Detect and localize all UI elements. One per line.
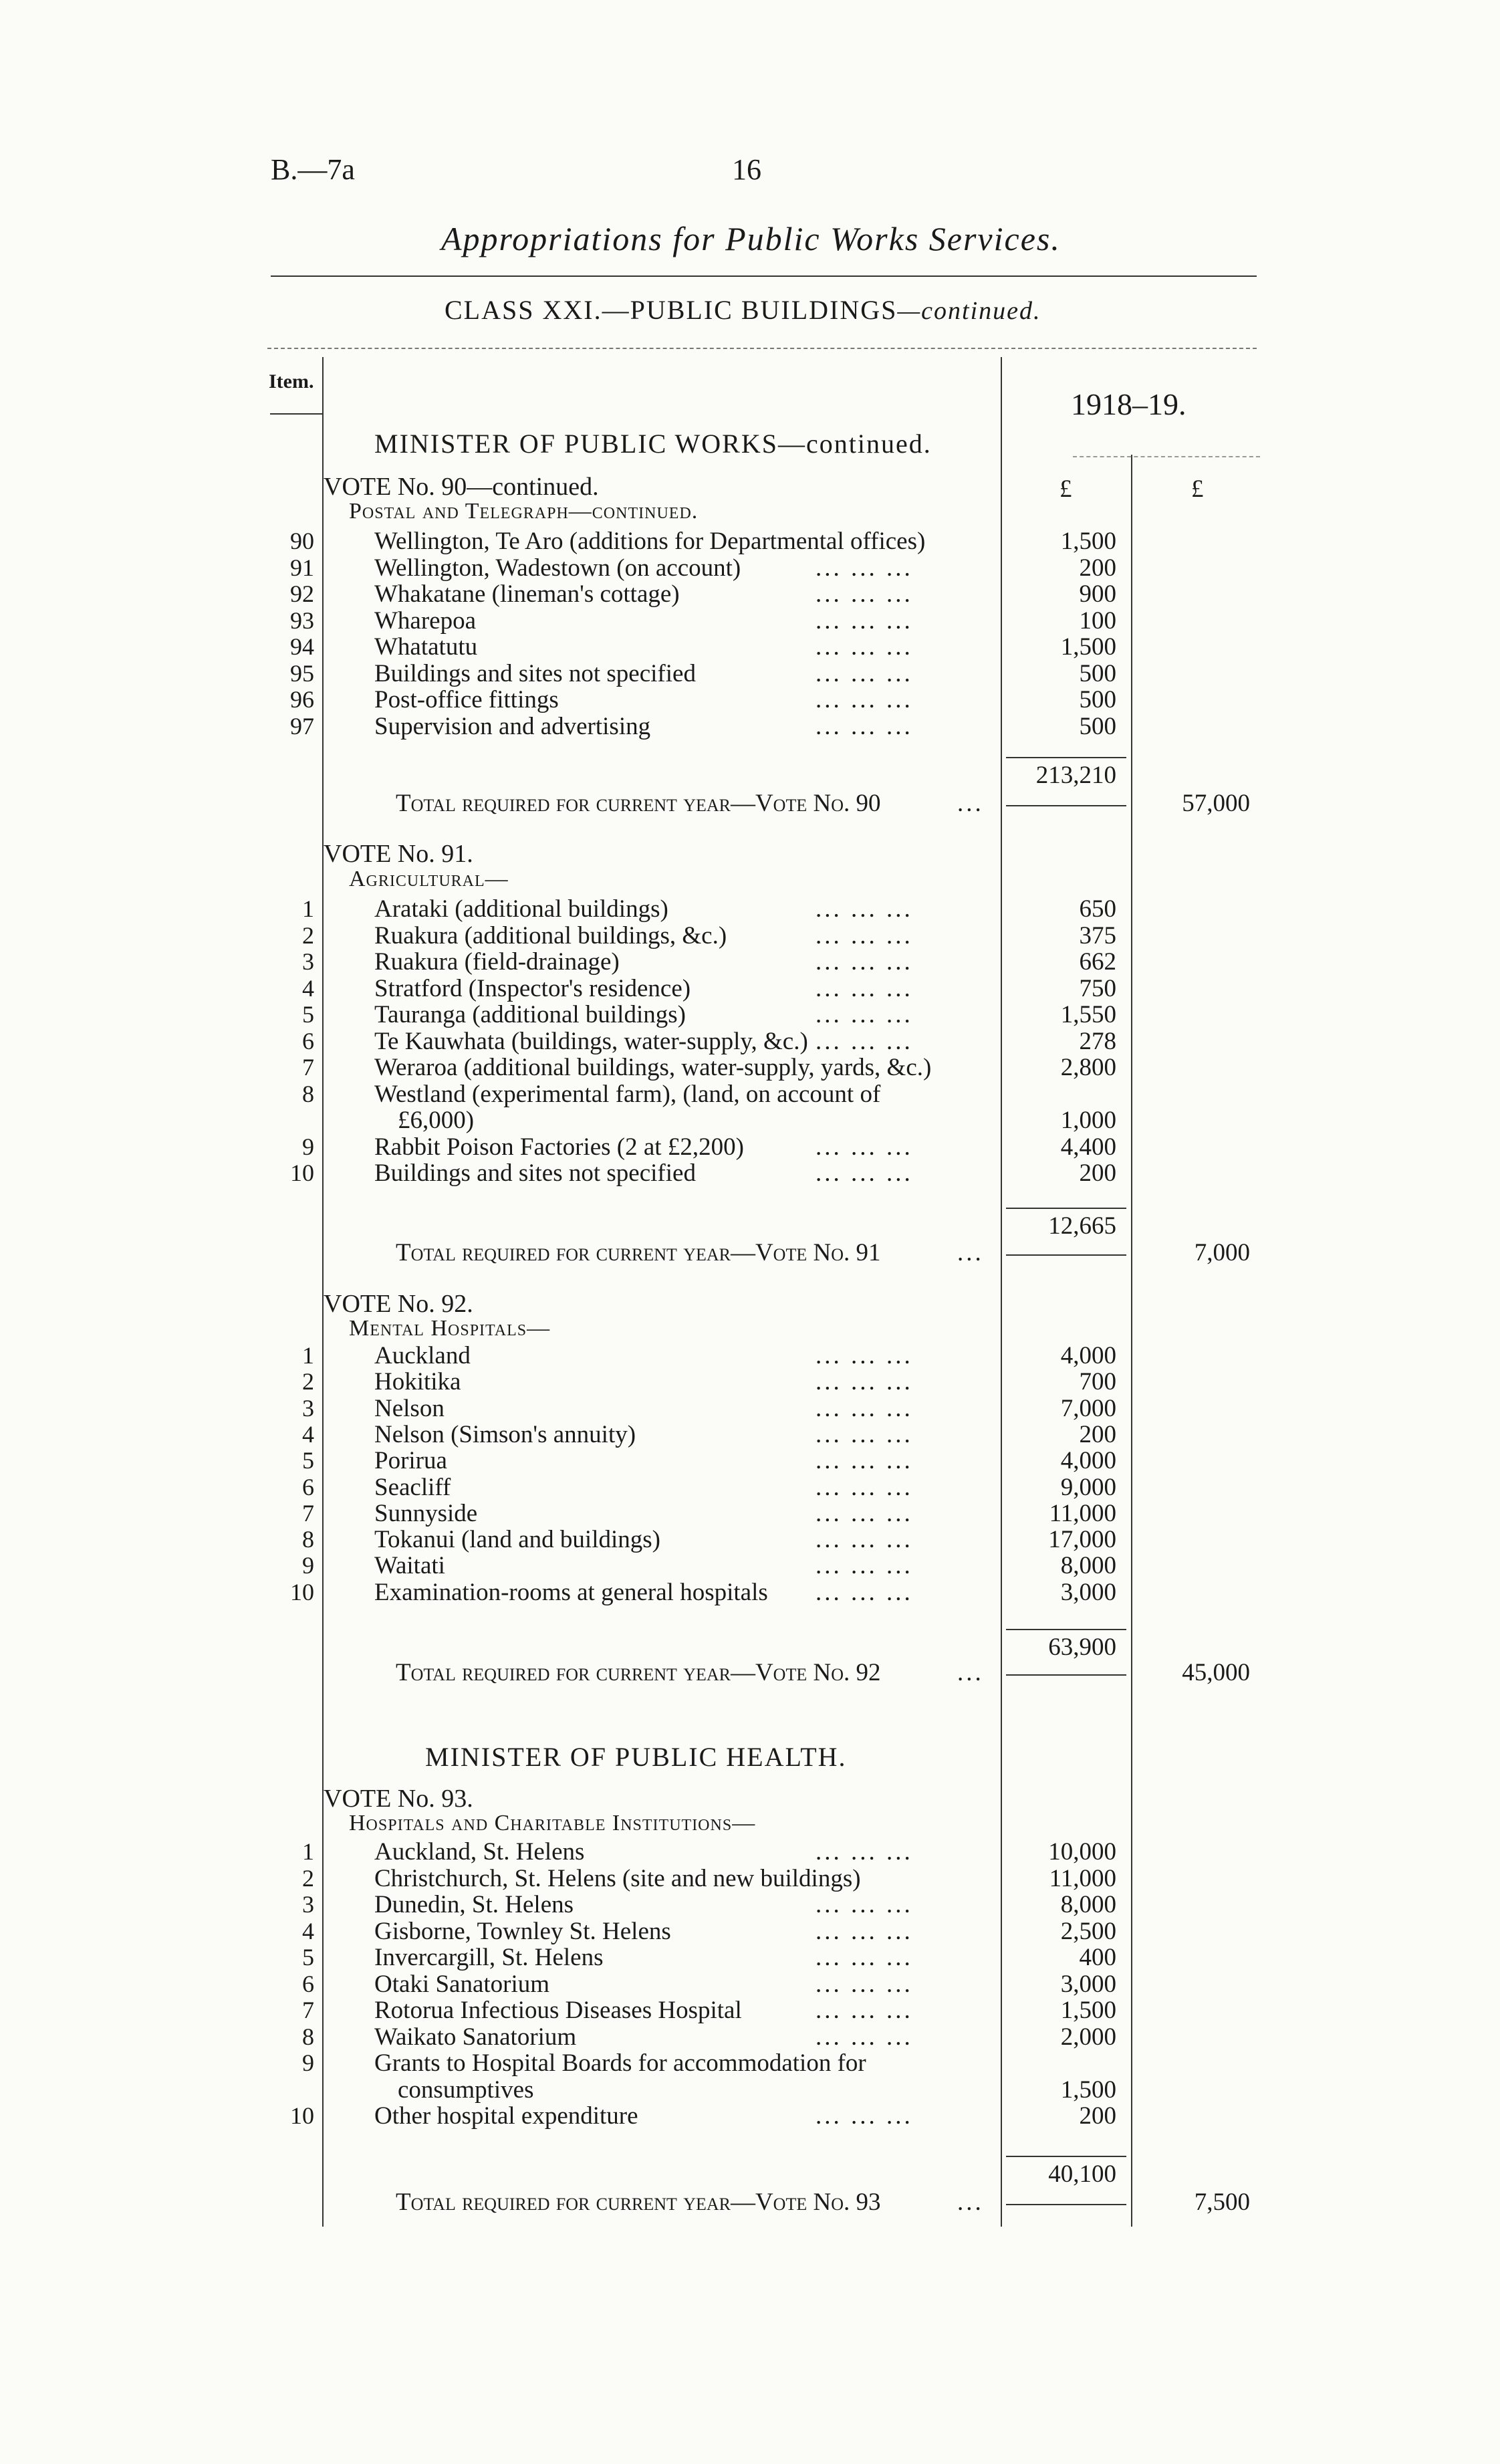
item-description: Porirua: [374, 1447, 447, 1475]
item-number: 7: [302, 1997, 314, 2023]
leader-dots: ... ... ...: [816, 1499, 913, 1527]
vote-subtotal: 12,665: [1048, 1212, 1116, 1240]
item-amount: 1,500: [1060, 1997, 1116, 2024]
page-number: 16: [732, 153, 761, 186]
item-number: 9: [302, 2049, 314, 2076]
item-number: 5: [302, 1001, 314, 1028]
item-amount: 4,000: [1060, 1342, 1116, 1369]
item-description: Hokitika: [374, 1368, 461, 1396]
header-rule: [267, 348, 1257, 349]
item-amount: 278: [1079, 1027, 1116, 1055]
leader-dots: ... ... ...: [816, 1891, 913, 1918]
vote-subtotal: 63,900: [1048, 1634, 1116, 1661]
title-rule: [271, 275, 1257, 277]
leader-dots: ... ... ...: [816, 974, 913, 1002]
item-number: 2: [302, 1864, 314, 1892]
item-number: 10: [290, 1578, 314, 1605]
item-number: 10: [290, 1159, 314, 1186]
item-description: Stratford (Inspector's residence): [374, 974, 691, 1002]
leader-dots: ... ... ...: [816, 1473, 913, 1501]
leader-dots: ... ... ...: [816, 554, 913, 582]
item-number: 6: [302, 1027, 314, 1054]
item-amount: 8,000: [1060, 1552, 1116, 1580]
item-description: Wharepoa: [374, 606, 477, 635]
currency-symbol-amount: £: [1059, 475, 1072, 503]
item-amount: 200: [1079, 1159, 1116, 1187]
currency-symbol-total: £: [1191, 475, 1204, 503]
item-number: 1: [302, 1838, 314, 1865]
item-number: 3: [302, 1891, 314, 1918]
item-description: Supervision and advertising: [374, 712, 651, 740]
item-number: 93: [290, 606, 314, 634]
leader-dots: ... ... ...: [816, 1526, 913, 1554]
item-amount: 11,000: [1049, 1499, 1116, 1527]
item-description: Whatatutu: [374, 633, 478, 661]
item-description: Grants to Hospital Boards for accommodation for: [374, 2049, 866, 2077]
amount-column-divider: [1001, 357, 1002, 2227]
item-number: 8: [302, 1080, 314, 1107]
leader-dots: ... ... ...: [816, 1342, 913, 1369]
item-amount: 2,000: [1060, 2023, 1116, 2051]
item-amount: 500: [1079, 659, 1116, 687]
item-description: Auckland: [374, 1342, 471, 1369]
item-amount: 650: [1079, 895, 1116, 923]
class-heading: CLASS XXI.—PUBLIC BUILDINGS—continued.: [445, 295, 1041, 325]
leader-dots: ... ... ...: [816, 1394, 913, 1422]
leader-dots: ... ... ...: [816, 1133, 913, 1161]
item-number: 92: [290, 580, 314, 607]
item-amount: 662: [1079, 948, 1116, 976]
item-number: 1: [302, 1342, 314, 1369]
leader-dots: ... ... ...: [816, 1578, 913, 1606]
item-number: 3: [302, 1394, 314, 1422]
leader-dots: ... ... ...: [816, 1368, 913, 1396]
item-number: 5: [302, 1447, 314, 1474]
item-number: 9: [302, 1552, 314, 1579]
item-description: Post-office fittings: [374, 686, 559, 713]
item-amount: 7,000: [1060, 1394, 1116, 1422]
item-description: Weraroa (additional buildings, water-supply, yards, &c.): [374, 1054, 932, 1081]
leader-dots: ... ... ...: [816, 895, 913, 923]
item-number: 6: [302, 1473, 314, 1500]
item-description-continued: £6,000): [398, 1107, 475, 1134]
leader-dots: ... ... ...: [816, 659, 913, 687]
item-number: 10: [290, 2102, 314, 2129]
item-amount: 750: [1079, 974, 1116, 1002]
vote-total-amount: 7,500: [1194, 2189, 1250, 2216]
item-description: Arataki (additional buildings): [374, 895, 668, 923]
item-description: Buildings and sites not specified: [374, 659, 696, 687]
item-description: Dunedin, St. Helens: [374, 1891, 574, 1918]
item-description: Rotorua Infectious Diseases Hospital: [374, 1997, 742, 2024]
item-number: 8: [302, 1526, 314, 1553]
leader-dots: ... ... ...: [816, 1027, 913, 1055]
item-description: Otaki Sanatorium: [374, 1970, 550, 1998]
leader-dots: ... ... ...: [816, 633, 913, 661]
item-description: Other hospital expenditure: [374, 2102, 638, 2130]
item-description: Tauranga (additional buildings): [374, 1001, 686, 1028]
vote-total-amount: 45,000: [1182, 1659, 1250, 1686]
item-description: Gisborne, Townley St. Helens: [374, 1917, 671, 1945]
item-number: 5: [302, 1944, 314, 1971]
vote-total-label: Total required for current year—Vote No. 92: [396, 1659, 881, 1686]
item-amount: 2,800: [1060, 1054, 1116, 1081]
vote-heading: VOTE No. 92.: [324, 1290, 473, 1318]
leader-dots: ... ... ...: [816, 580, 913, 608]
item-amount: 10,000: [1048, 1838, 1116, 1866]
item-number: 97: [290, 712, 314, 740]
leader-dots: ...: [957, 790, 984, 817]
item-amount: 200: [1079, 2102, 1116, 2130]
item-description: Nelson: [374, 1394, 445, 1422]
leader-dots: ...: [957, 2189, 984, 2216]
item-amount: 1,550: [1060, 1001, 1116, 1028]
vote-subtotal: 213,210: [1035, 762, 1116, 789]
item-number: 91: [290, 554, 314, 581]
vote-total-amount: 7,000: [1194, 1239, 1250, 1266]
leader-dots: ... ... ...: [816, 712, 913, 740]
leader-dots: ...: [957, 1659, 984, 1686]
item-number: 7: [302, 1499, 314, 1527]
leader-dots: ... ... ...: [816, 1552, 913, 1580]
item-description: Ruakura (field-drainage): [374, 948, 620, 976]
subheading: Mental Hospitals—: [349, 1316, 551, 1341]
item-amount: 400: [1079, 1944, 1116, 1971]
item-description: Seacliff: [374, 1473, 451, 1501]
item-description: Auckland, St. Helens: [374, 1838, 585, 1866]
item-description: Waitati: [374, 1552, 445, 1580]
item-amount: 200: [1079, 554, 1116, 582]
document-reference: B.—7a: [271, 153, 355, 186]
leader-dots: ... ... ...: [816, 1917, 913, 1945]
item-description: Examination-rooms at general hospitals: [374, 1578, 768, 1606]
leader-dots: ... ... ...: [816, 948, 913, 976]
item-amount: 500: [1079, 712, 1116, 740]
subheading: Hospitals and Charitable Institutions—: [349, 1811, 756, 1835]
item-amount: 100: [1079, 606, 1116, 635]
leader-dots: ... ... ...: [816, 1997, 913, 2024]
item-header-rule: [270, 413, 322, 415]
item-number: 8: [302, 2023, 314, 2050]
vote-heading: VOTE No. 93.: [324, 1785, 473, 1813]
item-description: Rabbit Poison Factories (2 at £2,200): [374, 1133, 744, 1161]
item-description: Te Kauwhata (buildings, water-supply, &c.): [374, 1027, 808, 1055]
leader-dots: ... ... ...: [816, 1159, 913, 1187]
item-amount: 3,000: [1060, 1970, 1116, 1998]
item-number: 90: [290, 528, 314, 554]
item-amount: 900: [1079, 580, 1116, 608]
leader-dots: ... ... ...: [816, 1838, 913, 1866]
vote-total-label: Total required for current year—Vote No. 93: [396, 2189, 881, 2216]
leader-dots: ... ... ...: [816, 2023, 913, 2051]
leader-dots: ... ... ...: [816, 1944, 913, 1971]
item-amount: 1,000: [1060, 1107, 1116, 1134]
item-amount: 200: [1079, 1420, 1116, 1448]
total-rule: [1006, 1254, 1126, 1256]
vote-total-label: Total required for current year—Vote No. 91: [396, 1239, 881, 1266]
total-column-divider: [1131, 455, 1132, 2227]
subtotal-rule: [1006, 1208, 1126, 1209]
vote-heading: VOTE No. 90—continued.: [324, 473, 599, 501]
item-amount: 17,000: [1048, 1526, 1116, 1554]
item-description: Nelson (Simson's annuity): [374, 1420, 636, 1448]
subtotal-rule: [1006, 1629, 1126, 1630]
item-number: 4: [302, 1917, 314, 1944]
vote-total-label: Total required for current year—Vote No. 90: [396, 790, 881, 817]
item-amount: 3,000: [1060, 1578, 1116, 1606]
item-number: 7: [302, 1054, 314, 1081]
item-amount: 8,000: [1060, 1891, 1116, 1918]
vote-subtotal: 40,100: [1048, 2160, 1116, 2188]
leader-dots: ... ... ...: [816, 1447, 913, 1475]
total-rule: [1006, 805, 1126, 806]
item-description: Waikato Sanatorium: [374, 2023, 577, 2051]
item-description: Buildings and sites not specified: [374, 1159, 696, 1187]
vote-heading: VOTE No. 91.: [324, 840, 473, 868]
leader-dots: ... ... ...: [816, 1001, 913, 1028]
item-number: 9: [302, 1133, 314, 1160]
item-amount: 1,500: [1060, 633, 1116, 661]
item-amount: 4,000: [1060, 1447, 1116, 1475]
leader-dots: ...: [957, 1239, 984, 1266]
page-title: Appropriations for Public Works Services.: [441, 220, 1061, 257]
total-rule: [1006, 1674, 1126, 1676]
item-number: 4: [302, 1420, 314, 1448]
leader-dots: ... ... ...: [816, 606, 913, 635]
item-amount: 1,500: [1060, 2076, 1116, 2104]
item-number: 1: [302, 895, 314, 922]
ministry-heading: MINISTER OF PUBLIC HEALTH.: [425, 1742, 847, 1772]
item-description: Wellington, Wadestown (on account): [374, 554, 741, 582]
leader-dots: ... ... ...: [816, 1420, 913, 1448]
item-amount: 375: [1079, 921, 1116, 949]
item-number: 96: [290, 686, 314, 713]
item-column-header: Item.: [269, 370, 314, 393]
vote-total-amount: 57,000: [1182, 790, 1250, 817]
item-description: Sunnyside: [374, 1499, 478, 1527]
item-description: Westland (experimental farm), (land, on account of: [374, 1080, 881, 1108]
item-description: Wellington, Te Aro (additions for Departmental offices): [374, 528, 926, 555]
item-description: Ruakura (additional buildings, &c.): [374, 921, 727, 949]
subheading: Postal and Telegraph—continued.: [349, 499, 699, 524]
item-amount: 1,500: [1060, 528, 1116, 555]
item-number: 3: [302, 948, 314, 975]
subtotal-rule: [1006, 757, 1126, 758]
subtotal-rule: [1006, 2156, 1126, 2157]
subheading: Agricultural—: [349, 867, 509, 891]
total-rule: [1006, 2204, 1126, 2205]
item-description: Christchurch, St. Helens (site and new buildings): [374, 1864, 861, 1892]
year-header-rule: [1073, 456, 1260, 457]
item-amount: 9,000: [1060, 1473, 1116, 1501]
leader-dots: ... ... ...: [816, 686, 913, 713]
leader-dots: ... ... ...: [816, 1970, 913, 1998]
ministry-heading: MINISTER OF PUBLIC WORKS—continued.: [374, 429, 932, 459]
item-description: Tokanui (land and buildings): [374, 1526, 660, 1554]
item-description: Invercargill, St. Helens: [374, 1944, 604, 1971]
year-column-header: 1918–19.: [1071, 387, 1186, 421]
item-amount: 2,500: [1060, 1917, 1116, 1945]
item-number: 2: [302, 921, 314, 949]
leader-dots: ... ... ...: [816, 2102, 913, 2130]
item-description: Whakatane (lineman's cottage): [374, 580, 680, 608]
item-amount: 11,000: [1049, 1864, 1116, 1892]
item-number: 95: [290, 659, 314, 687]
item-number: 94: [290, 633, 314, 660]
item-number: 2: [302, 1368, 314, 1395]
leader-dots: ... ... ...: [816, 921, 913, 949]
item-number: 4: [302, 974, 314, 1002]
item-number: 6: [302, 1970, 314, 1997]
item-amount: 700: [1079, 1368, 1116, 1396]
item-amount: 4,400: [1060, 1133, 1116, 1161]
item-amount: 500: [1079, 686, 1116, 713]
item-description-continued: consumptives: [398, 2076, 534, 2104]
